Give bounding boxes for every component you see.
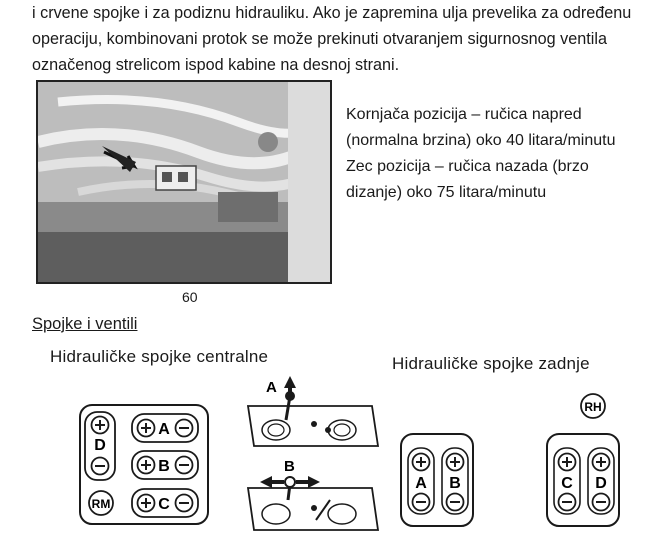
intro-paragraph: i crvene spojke i za podiznu hidrauliku. Ako je zapremina ulja prevelika za određenu operaciju, kombinovani protok se može prekinuti otvaranjem sigurnosnog ventila označenog strelicom ispod kabine na desnoj strani. [32, 4, 632, 74]
rear-coupling-panel-cd [547, 394, 619, 526]
coupling-d-label: D [94, 437, 106, 454]
lever-b-label: B [284, 458, 295, 475]
rear-rh-label: RH [584, 400, 602, 414]
rabbit-position-note: Zec pozicija – ručica nazada (brzo dizanje) oko 75 litara/minutu [346, 158, 589, 201]
section-title: Spojke i ventili [32, 315, 138, 333]
central-coupling-panel [80, 405, 208, 524]
rear-d-label: D [595, 475, 607, 492]
coupling-b-label: B [158, 458, 170, 475]
rear-a-label: A [415, 475, 427, 492]
rear-couplings-title: Hidrauličke spojke zadnje [392, 354, 590, 373]
lever-diagram-b [248, 458, 378, 530]
coupling-rm-label: RM [91, 497, 111, 511]
central-couplings-title: Hidrauličke spojke centralne [50, 347, 269, 366]
rear-coupling-panel-ab [401, 434, 473, 526]
rear-b-label: B [449, 475, 461, 492]
rear-c-label: C [561, 475, 573, 492]
lever-a-label: A [266, 379, 277, 396]
figure-number: 60 [182, 289, 198, 305]
coupling-c-label: C [158, 496, 170, 513]
coupling-a-label: A [158, 421, 170, 438]
turtle-position-note: Kornjača pozicija – ručica napred (normalna brzina) oko 40 litara/minutu [346, 106, 616, 149]
lever-diagram-a [248, 376, 378, 446]
